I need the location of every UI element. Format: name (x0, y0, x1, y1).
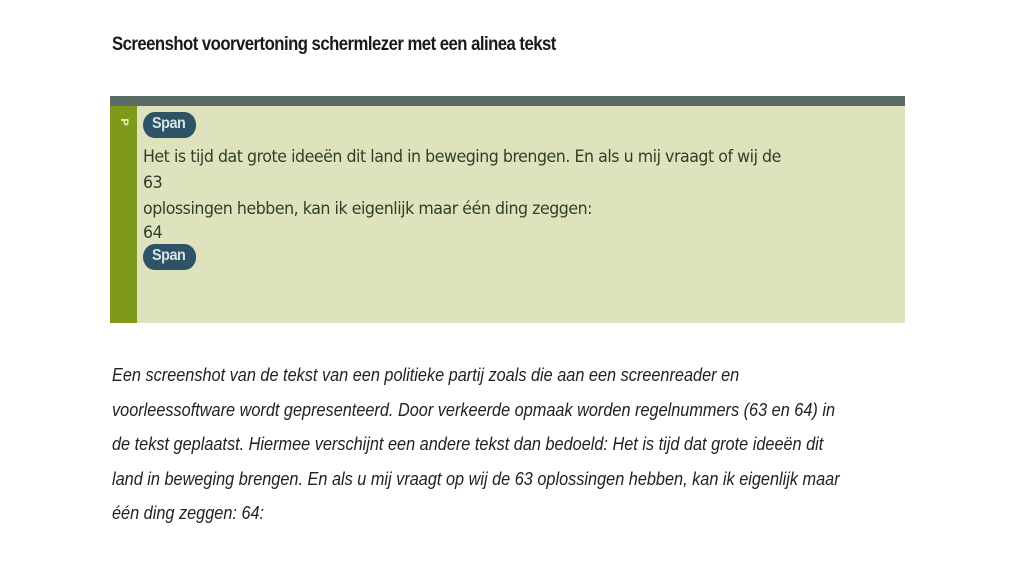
preview-line: Het is tijd dat grote ideeën dit land in beweging brengen. En als u mij vraagt of wij de (143, 147, 781, 167)
preview-line-number: 64 (143, 223, 163, 243)
caption-line: land in beweging brengen. En als u mij vraagt op wij de 63 oplossingen hebben, kan ik eigenlijk maar (112, 467, 840, 489)
preview-line-number: 63 (143, 173, 163, 193)
caption-line: voorleessoftware wordt gepresenteerd. Door verkeerde opmaak worden regelnummers (63 en 64) in (112, 398, 836, 420)
caption-line: de tekst geplaatst. Hiermee verschijnt een andere tekst dan bedoeld: Het is tijd dat grote ideeën dit (112, 433, 824, 454)
caption-line: Een screenshot van de tekst van een politieke partij zoals die aan een screenreader en (112, 364, 740, 385)
preview-header-bar (110, 96, 905, 106)
paragraph-marker-icon: P (118, 118, 130, 126)
span-close-badge: Span (143, 244, 196, 270)
preview-line: oplossingen hebben, kan ik eigenlijk maar één ding zeggen: (143, 199, 593, 219)
span-open-badge: Span (143, 112, 196, 138)
screenreader-preview-box (110, 96, 905, 323)
paragraph-gutter (110, 106, 137, 323)
page-title: Screenshot voorvertoning schermlezer met een alinea tekst (112, 34, 556, 55)
caption-paragraph (112, 358, 932, 531)
caption-line: één ding zeggen: 64: (112, 502, 265, 523)
preview-content (143, 112, 895, 276)
